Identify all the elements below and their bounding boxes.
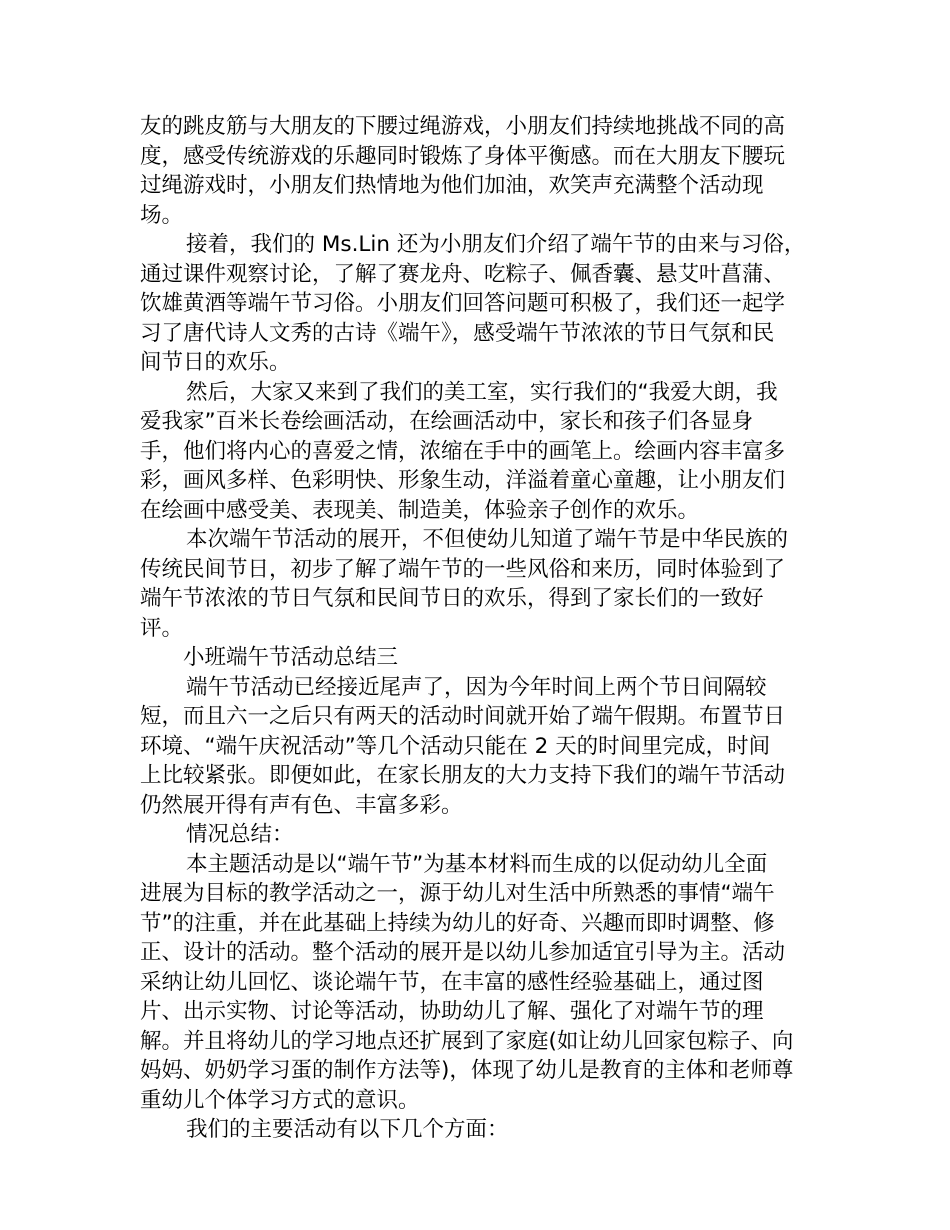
text-line: 在绘画中感受美、表现美、制造美，体验亲子创作的欢乐。	[140, 497, 700, 523]
text-line: 传统民间节日，初步了解了端午节的一些风俗和来历，同时体验到了	[140, 556, 786, 582]
text-line: 上比较紧张。即便如此，在家长朋友的大力支持下我们的端午节活动	[140, 763, 786, 788]
text-line: 习了唐代诗人文秀的古诗《端午》，感受端午节浓浓的节日气氛和民	[140, 320, 775, 346]
text-line: 仍然展开得有声有色、丰富多彩。	[140, 792, 463, 818]
text-line: 片、出示实物、讨论等活动，协助幼儿了解、强化了对端午节的理	[140, 999, 764, 1024]
text-line: 端午节浓浓的节日气氛和民间节日的欢乐，得到了家长们的一致好	[140, 586, 764, 611]
text-line: 采纳让幼儿回忆、谈论端午节，在丰富的感性经验基础上，通过图	[140, 969, 764, 995]
text-line: 饮雄黄酒等端午节习俗。小朋友们回答问题可积极了，我们还一起学	[140, 291, 786, 316]
paragraph	[140, 850, 805, 1116]
text-line: 度，感受传统游戏的乐趣同时锻炼了身体平衡感。而在大朋友下腰玩	[140, 143, 786, 169]
paragraph	[140, 820, 805, 850]
text-line: 评。	[140, 615, 184, 641]
text-line: 本主题活动是以“端午节”为基本材料而生成的以促动幼儿全面	[186, 851, 768, 877]
paragraph	[140, 525, 805, 643]
text-line: 情况总结：	[186, 822, 294, 847]
paragraph	[140, 673, 805, 821]
document-page	[140, 112, 805, 1145]
text-line: 场。	[140, 202, 184, 228]
text-line: 端午节活动已经接近尾声了，因为今年时间上两个节日间隔较	[186, 674, 767, 700]
text-line: 友的跳皮筋与大朋友的下腰过绳游戏，小朋友们持续地挑战不同的高	[140, 114, 786, 139]
text-line: 然后，大家又来到了我们的美工室，实行我们的“我爱大朗，我	[186, 379, 778, 405]
paragraph	[140, 378, 805, 526]
text-line: 彩，画风多样、色彩明快、形象生动，洋溢着童心童趣，让小朋友们	[140, 468, 786, 493]
text-line: 妈妈、奶奶学习蛋的制作方法等)，体现了幼儿是教育的主体和老师尊	[140, 1058, 794, 1083]
text-line: 手，他们将内心的喜爱之情，浓缩在手中的画笔上。绘画内容丰富多	[140, 438, 786, 464]
text-line: 接着，我们的 Ms.Lin 还为小朋友们介绍了端午节的由来与习俗，	[186, 232, 806, 257]
text-line: 解。并且将幼儿的学习地点还扩展到了家庭(如让幼儿回家包粽子、向	[140, 1028, 794, 1054]
text-line: 重幼儿个体学习方式的意识。	[140, 1087, 420, 1113]
text-line: 节”的注重，并在此基础上持续为幼儿的好奇、兴趣而即时调整、修	[140, 910, 775, 936]
paragraph	[140, 230, 805, 378]
text-line: 正、设计的活动。整个活动的展开是以幼儿参加适宜引导为主。活动	[140, 940, 786, 965]
text-line: 过绳游戏时，小朋友们热情地为他们加油，欢笑声充满整个活动现	[140, 173, 764, 198]
text-line: 通过课件观察讨论，了解了赛龙舟、吃粽子、佩香囊、悬艾叶菖蒲、	[140, 261, 786, 287]
paragraph	[140, 1115, 805, 1145]
text-line: 间节日的欢乐。	[140, 350, 291, 375]
paragraph	[140, 112, 805, 230]
text-line: 本次端午节活动的展开，不但使幼儿知道了端午节是中华民族的	[186, 527, 789, 552]
text-line: 我们的主要活动有以下几个方面：	[186, 1117, 509, 1142]
text-line: 环境、“端午庆祝活动”等几个活动只能在 2 天的时间里完成，时间	[140, 733, 771, 759]
heading-text: 小班端午节活动总结三	[183, 645, 399, 670]
text-line: 进展为目标的教学活动之一，源于幼儿对生活中所熟悉的事情“端午	[140, 881, 775, 906]
text-line: 爱我家”百米长卷绘画活动，在绘画活动中，家长和孩子们各显身	[140, 409, 754, 434]
section-heading	[140, 643, 805, 673]
text-line: 短，而且六一之后只有两天的活动时间就开始了端午假期。布置节日	[140, 704, 786, 729]
